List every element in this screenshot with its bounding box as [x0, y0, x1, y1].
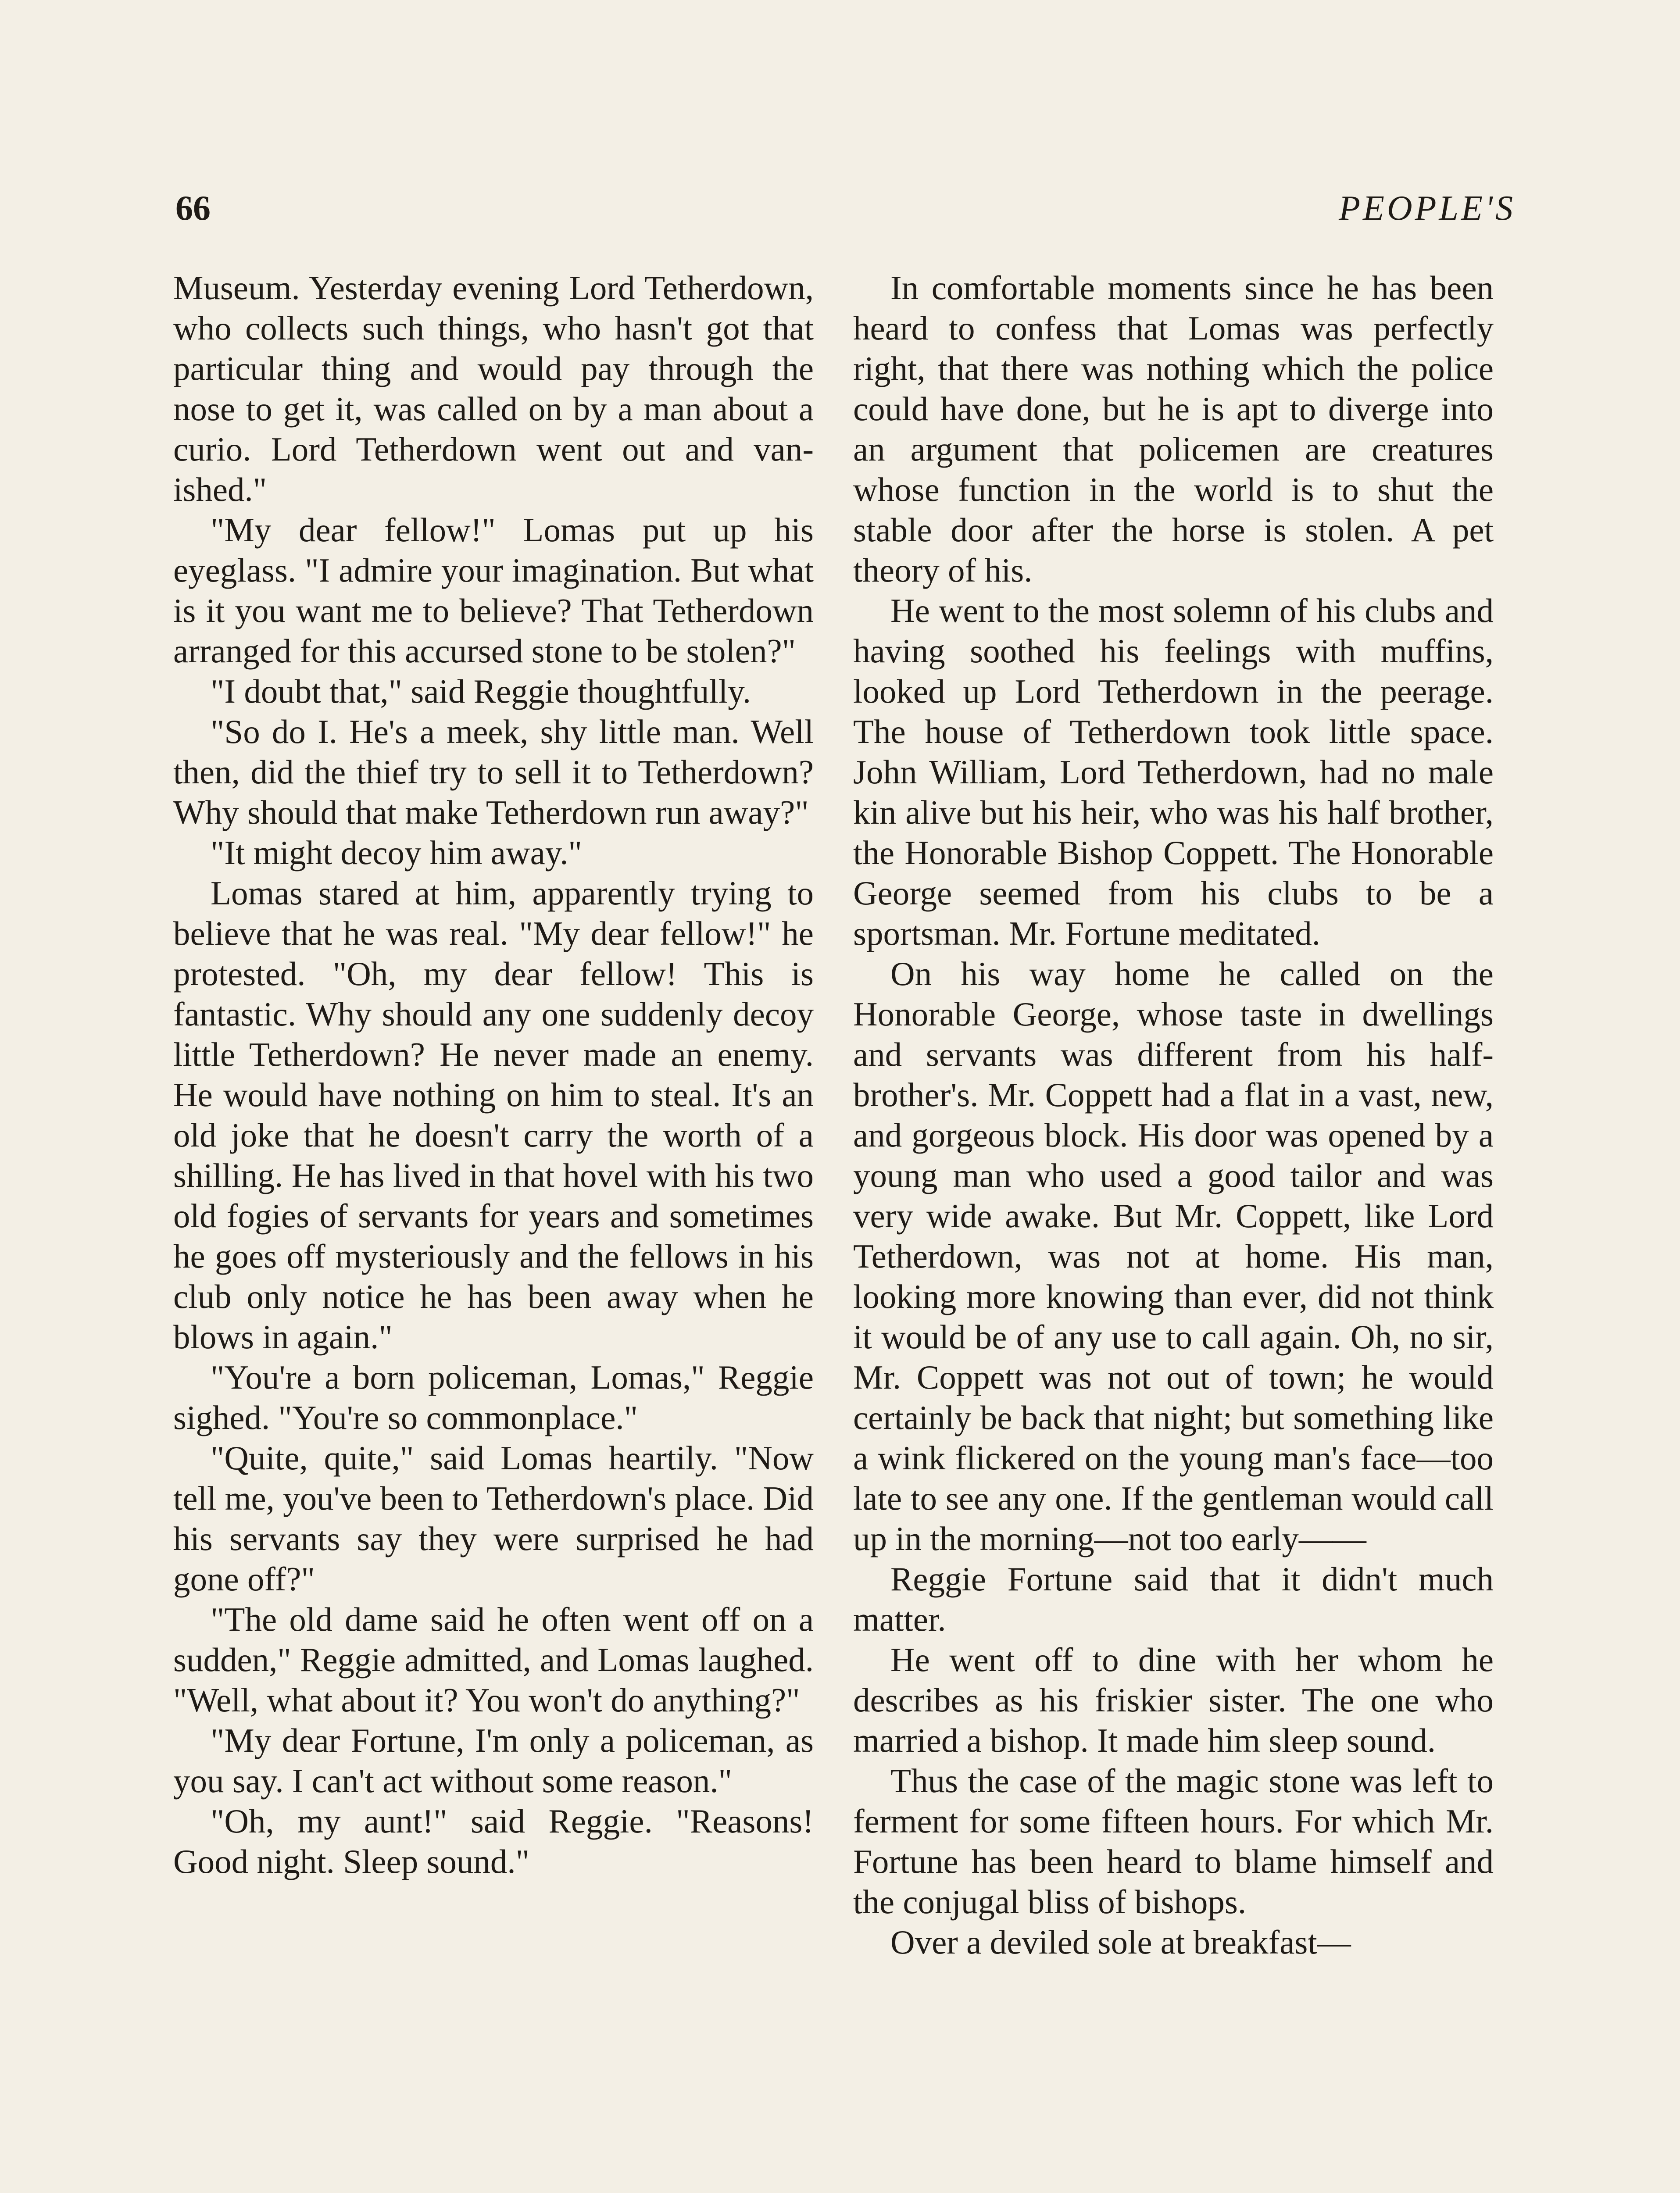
paragraph: "Oh, my aunt!" said Reggie. "Reasons! Good night. Sleep sound." [173, 1802, 814, 1880]
left-column [173, 268, 814, 1882]
paragraph: "I doubt that," said Reggie thoughtfully. [211, 672, 751, 710]
paragraph: Reggie Fortune said that it didn't much matter. [853, 1560, 1494, 1638]
page-header [175, 189, 1516, 241]
paragraph: "You're a born policeman, Lomas," Reggie sighed. "You're so commonplace." [173, 1358, 814, 1436]
paragraph: He went off to dine with her whom he describes as his friskier sister. The one who married a bishop. It made him sleep sound. [853, 1641, 1494, 1759]
page-number: 66 [175, 189, 211, 228]
paragraph: "The old dame said he often went off on a sudden," Reggie admitted, and Lomas laughed. "Well, what about it? You won't do anything?" [173, 1600, 814, 1719]
paragraph: "Quite, quite," said Lomas heartily. "Now tell me, you've been to Tetherdown's place. Did his servants say they were surprised he had gone off?" [173, 1439, 814, 1598]
paragraph: "So do I. He's a meek, shy little man. Well then, did the thief try to sell it to Tetherdown? Why should that make Tetherdown run away?" [173, 713, 814, 831]
paragraph: Lomas stared at him, apparently trying to believe that he was real. "My dear fellow!" he protested. "Oh, my dear fellow! This is fantastic. Why should any one suddenly decoy little Tetherdown? He never made an enemy. He would have nothing on him to steal. It's an old joke that he doesn't carry the worth of a shilling. He has lived in that hovel with his two old fogies of servants for years and sometimes he goes off mysteriously and the fellows in his club only notice he has been away when he blows in again." [173, 874, 814, 1356]
paragraph: Thus the case of the magic stone was left to ferment for some fifteen hours. For which Mr. Fortune has been heard to blame himself and the conjugal bliss of bishops. [853, 1762, 1494, 1921]
paragraph: "My dear Fortune, I'm only a policeman, as you say. I can't act without some reason." [173, 1722, 814, 1800]
paragraph: "My dear fellow!" Lomas put up his eyeglass. "I admire your imagination. But what is it you want me to believe? That Tetherdown arranged for this accursed stone to be stolen?" [173, 511, 814, 670]
paragraph: "It might decoy him away." [211, 834, 582, 871]
paragraph: He went to the most solemn of his clubs and having soothed his feelings with muffins, looked up Lord Tetherdown in the peerage. The house of Tetherdown took little space. John William, Lord Tetherdown, had no male kin alive but his heir, who was his half brother, the Honorable Bishop Coppett. The Honorable George seemed from his clubs to be a sportsman. Mr. Fortune meditated. [853, 592, 1494, 952]
running-head: PEOPLE'S [1339, 189, 1516, 228]
paragraph: In comfortable moments since he has been heard to confess that Lomas was perfectly right, that there was nothing which the police could have done, but he is apt to diverge into an argument that policemen are creatures whose function in the world is to shut the stable door after the horse is stolen. A pet theory of his. [853, 269, 1494, 589]
right-column [853, 268, 1494, 1962]
paragraph: Over a deviled sole at breakfast— [890, 1923, 1351, 1961]
paragraph: Museum. Yesterday evening Lord Tetherdown, who collects such things, who hasn't got that particular thing and would pay through the nose to get it, was called on by a man about a curio. Lord Tetherdown went out and vanished." [173, 269, 814, 508]
paragraph: On his way home he called on the Honorable George, whose taste in dwellings and servants was different from his half-brother's. Mr. Coppett had a flat in a vast, new, and gorgeous block. His door was opened by a young man who used a good tailor and was very wide awake. But Mr. Coppett, like Lord Tetherdown, was not at home. His man, looking more knowing than ever, did not think it would be of any use to call again. Oh, no sir, Mr. Coppett was not out of town; he would certainly be back that night; but something like a wink flickered on the young man's face—too late to see any one. If the gentleman would call up in the morning—not too early—— [853, 955, 1494, 1557]
